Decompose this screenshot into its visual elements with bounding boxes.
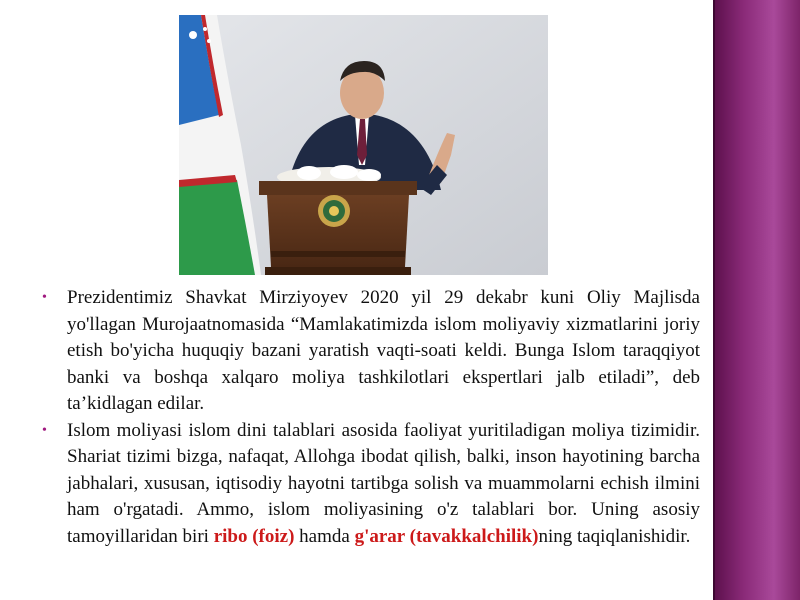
bullet-item [40,285,700,418]
bullet-text-tail: ning taqiqlanishidir. [538,525,691,547]
text-content [40,285,700,550]
bullet-icon: • [42,290,47,305]
bullet-text: Prezidentimiz Shavkat Mirziyoyev 2020 yil 29 dekabr kuni Oliy Majlisda yo'llagan Murojaatnomasida “Mamlakatimizda islom moliyaviy xizmatlarini joriy etish bo'yicha huquqiy bazani yaratish vaqti-soati keldi. Bunga Islom taraqqiyot banki va boshqa xalqaro moliya tashkilotlari ekspertlari jalb etiladi”, deb ta’kidlagan edilar. [67,287,700,414]
bullet-item [40,418,700,551]
speaker-photo-illustration [179,15,548,275]
bullet-text-mid: hamda [294,525,355,547]
decorative-side-bar [713,0,800,600]
bullet-icon: • [42,422,47,438]
highlight-term: ribo (foiz) [213,525,295,547]
bullet-text: Islom moliyasi islom dini talablari asosida faoliyat yuritiladigan moliya tizimidir. Shariat tizimi bizga, nafaqat, Allohga ibodat qilish, balki, inson hayotining barcha jabhalari, xususan, iqtisodiy hayotni tartibga solish va muammolarni echish ilmini ham o'rgatadi. Ammo, islom moliyasining o'z talablari bor. Uning asosiy tamoyillaridan biri [67,419,700,547]
highlight-term: g'arar (tavakkalchilik) [354,525,539,547]
speaker-photo [179,15,548,275]
